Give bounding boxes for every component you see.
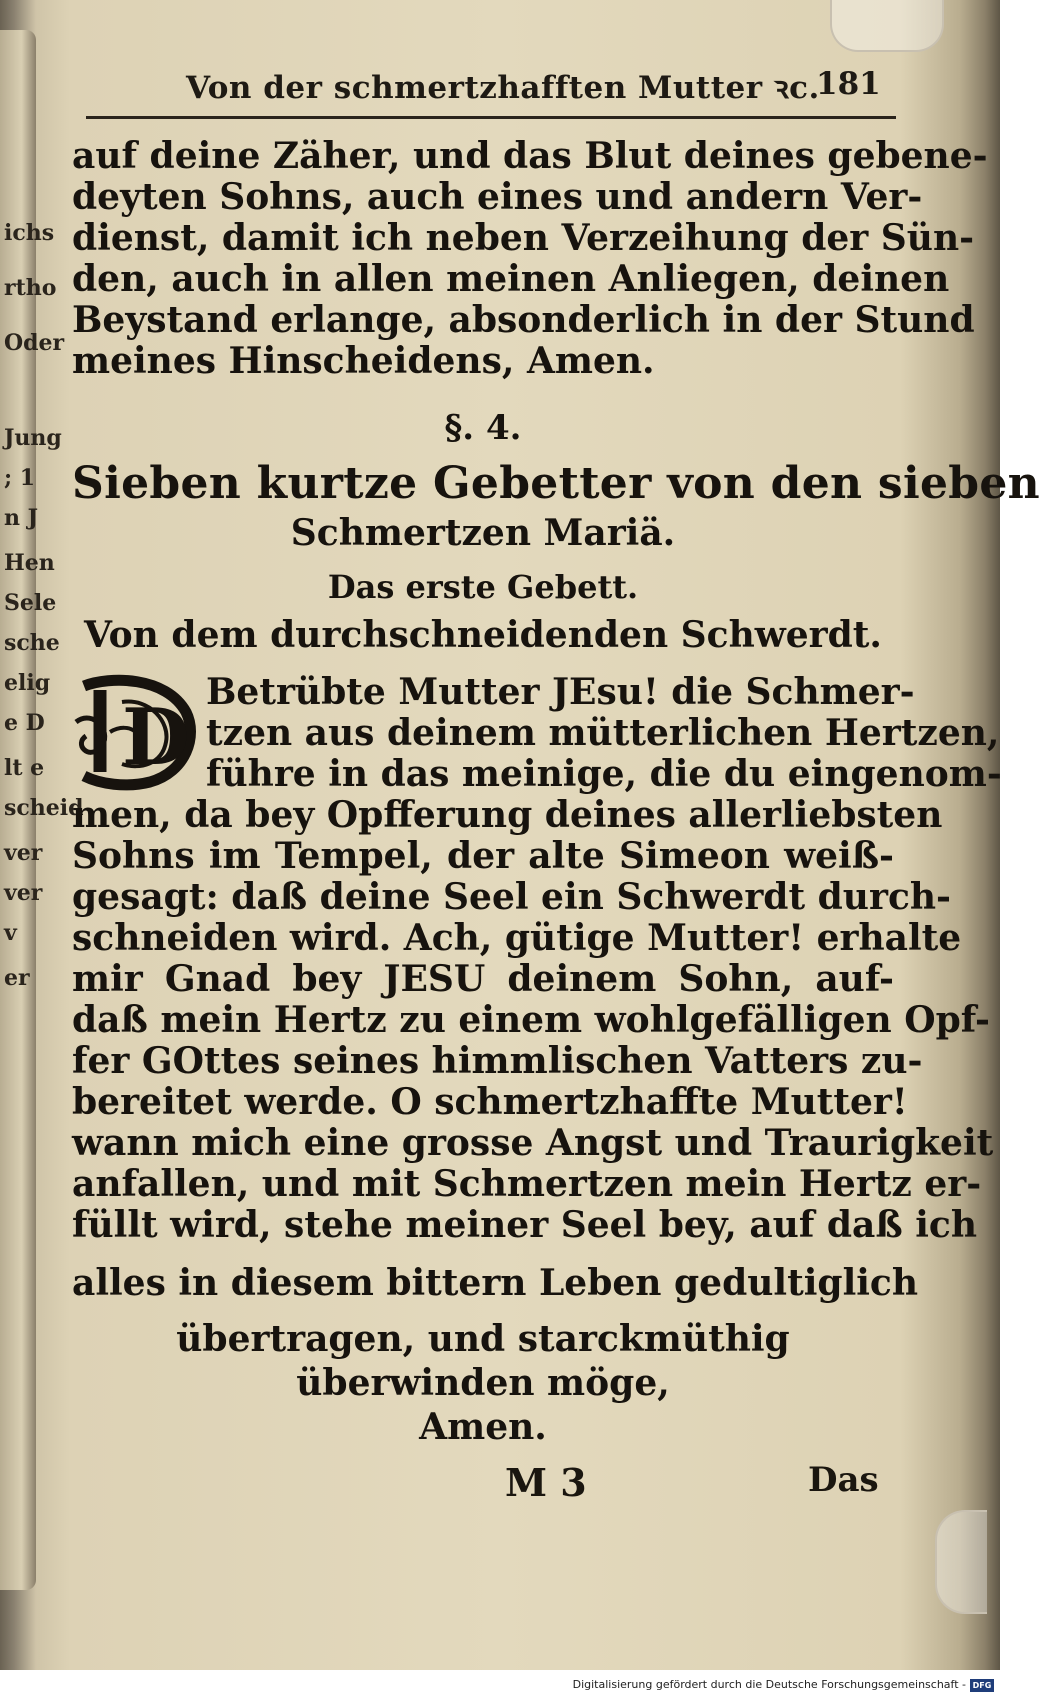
facing-page-fragment: lt e bbox=[4, 755, 45, 781]
catchword: Das bbox=[808, 1460, 879, 1500]
drop-cap-initial bbox=[70, 672, 198, 790]
running-header bbox=[78, 62, 898, 112]
text-line-centered: Amen. bbox=[419, 1406, 547, 1448]
text-line: auf deine Zäher, und das Blut deines gebene- bbox=[72, 135, 988, 177]
facing-page-fragment: ver bbox=[4, 880, 43, 906]
signature-mark: M 3 bbox=[505, 1460, 587, 1505]
text-line: meines Hinscheidens, Amen. bbox=[72, 340, 655, 382]
facing-page-fragment: n J bbox=[4, 505, 39, 531]
text-line: füllt wird, stehe meiner Seel bey, auf daß ich bbox=[72, 1204, 978, 1246]
text-line: schneiden wird. Ach, gütige Mutter! erhalte bbox=[72, 917, 962, 959]
credit-text: Digitalisierung gefördert durch die Deutsche Forschungsgemeinschaft - bbox=[572, 1678, 966, 1691]
facing-page-fragment: ichs bbox=[4, 220, 55, 246]
facing-page-fragment: Jung bbox=[4, 425, 62, 451]
text-line: dienst, damit ich neben Verzeihung der Sün- bbox=[72, 217, 975, 259]
facing-page-fragment: e D bbox=[4, 710, 45, 736]
text-line: mir Gnad bey JESU deinem Sohn, auf- bbox=[72, 958, 894, 1000]
text-line: fer GOttes seines himmlischen Vatters zu- bbox=[72, 1040, 923, 1082]
prayer-heading: Von dem durchschneidenden Schwerdt. bbox=[84, 614, 882, 656]
facing-page-fragment: scheid bbox=[4, 795, 84, 821]
section-number: §. 4. bbox=[444, 408, 522, 448]
text-line-centered: übertragen, und starckmüthig bbox=[176, 1318, 790, 1360]
running-title: Von der schmertzhafften Mutter ꝛc. bbox=[186, 70, 820, 106]
facing-page-fragment: er bbox=[4, 965, 30, 991]
text-line: gesagt: daß deine Seel ein Schwerdt durch- bbox=[72, 876, 951, 918]
text-line: Betrübte Mutter JEsu! die Schmer- bbox=[206, 671, 915, 713]
text-line: führe in das meinige, die du eingenom- bbox=[206, 753, 1002, 795]
text-line: tzen aus deinem mütterlichen Hertzen, bbox=[206, 712, 1000, 754]
text-line: men, da bey Opfferung deines allerliebsten bbox=[72, 794, 943, 836]
svg-text:D: D bbox=[122, 692, 190, 783]
dfg-logo: DFG bbox=[970, 1679, 994, 1692]
facing-page-edge bbox=[0, 30, 84, 1590]
page-number: 181 bbox=[816, 66, 881, 102]
text-line: Beystand erlange, absonderlich in der Stund bbox=[72, 299, 975, 341]
text-line-centered: überwinden möge, bbox=[296, 1362, 670, 1404]
facing-page-fragment: Sele bbox=[4, 590, 57, 616]
facing-page-fragment: Oder bbox=[4, 330, 65, 356]
facing-page-fragment: rtho bbox=[4, 275, 57, 301]
section-title-line2: Schmertzen Mariä. bbox=[290, 512, 676, 554]
facing-page-fragment: ver bbox=[4, 840, 43, 866]
page-tab-marker-side bbox=[935, 1510, 987, 1614]
facing-page-fragment: v bbox=[4, 920, 17, 946]
page-tab-marker-top bbox=[830, 0, 944, 52]
facing-page-fragment: Hen bbox=[4, 550, 55, 576]
text-line: wann mich eine grosse Angst und Traurigkeit bbox=[72, 1122, 994, 1164]
facing-page-fragment: elig bbox=[4, 670, 51, 696]
text-line: daß mein Hertz zu einem wohlgefälligen Opf- bbox=[72, 999, 990, 1041]
facing-page-fragment: ; 1 bbox=[4, 465, 36, 491]
section-title: Sieben kurtze Gebetter von den sieben bbox=[72, 458, 1040, 509]
ornate-d-icon bbox=[70, 672, 198, 790]
text-line: deyten Sohns, auch eines und andern Ver- bbox=[72, 176, 923, 218]
header-rule bbox=[86, 116, 896, 119]
credit-bar bbox=[0, 1676, 1000, 1696]
text-line-centered: alles in diesem bittern Leben gedultiglich bbox=[72, 1262, 919, 1304]
text-line: Sohns im Tempel, der alte Simeon weiß- bbox=[72, 835, 894, 877]
text-line: anfallen, und mit Schmertzen mein Hertz er- bbox=[72, 1163, 982, 1205]
text-line: bereitet werde. O schmertzhaffte Mutter! bbox=[72, 1081, 908, 1123]
facing-page-fragment: sche bbox=[4, 630, 60, 656]
prayer-subtitle: Das erste Gebett. bbox=[327, 568, 639, 606]
text-line: den, auch in allen meinen Anliegen, deinen bbox=[72, 258, 950, 300]
